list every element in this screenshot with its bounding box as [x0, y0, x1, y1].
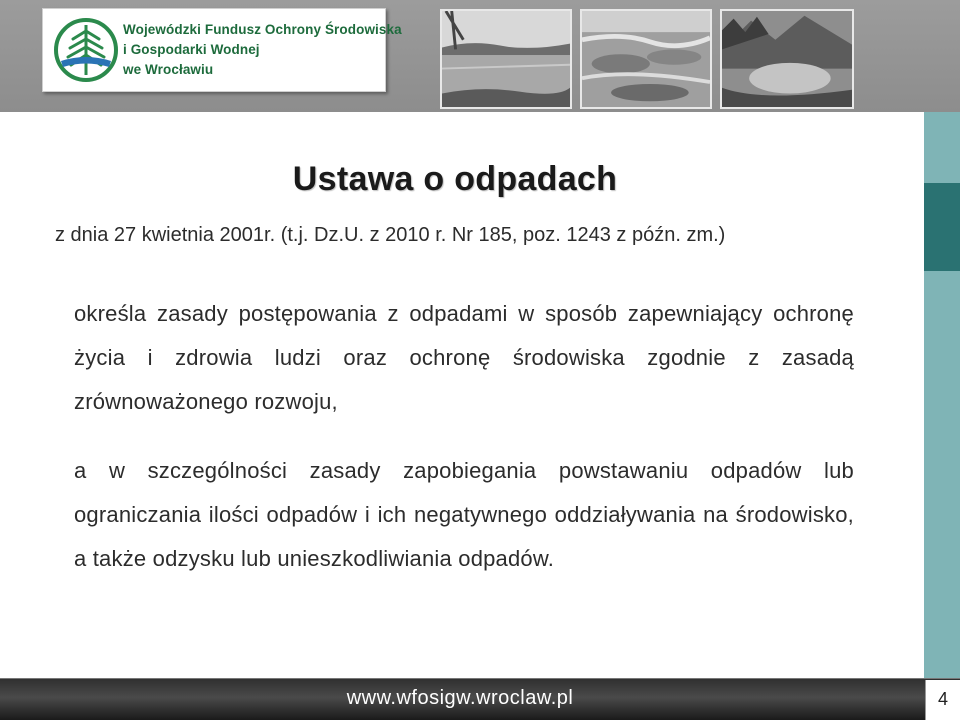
slide-subtitle: z dnia 27 kwietnia 2001r. (t.j. Dz.U. z 2010 r. Nr 185, poz. 1243 z późn. zm.) [55, 224, 726, 246]
tree-drop-logo-icon [53, 17, 119, 83]
logo-line-1: Wojewódzki Fundusz Ochrony Środowiska [123, 22, 402, 37]
footer-bar [0, 678, 960, 720]
slide-title: Ustawa o odpadach [292, 160, 618, 198]
body-paragraph-1: określa zasady postępowania z odpadami w sposób zapewniający ochronę życia i zdrowia ludzi oraz ochronę środowiska zgodnie z zasadą zrównoważonego rozwoju, [74, 301, 854, 414]
lake-landscape-photo [440, 9, 572, 109]
page-number: 4 [925, 680, 960, 720]
river-delta-aerial-photo [580, 9, 712, 109]
organization-logo[interactable] [42, 8, 402, 92]
body-paragraph-2: a w szczególności zasady zapobiegania powstawaniu odpadów lub ograniczania ilości odpadów i ich negatywnego oddziaływania na środowisko, a także odzysku lub unieszkodliwiania odpadów. [74, 458, 854, 571]
footer-website-link[interactable]: www.wfosigw.wroclaw.pl [346, 687, 574, 709]
mountain-lake-photo [720, 9, 854, 109]
side-decor-accent [924, 183, 960, 271]
logo-line-2: i Gospodarki Wodnej [123, 42, 260, 57]
header-band [0, 0, 960, 112]
logo-text [123, 20, 402, 80]
logo-line-3: we Wrocławiu [123, 62, 214, 77]
